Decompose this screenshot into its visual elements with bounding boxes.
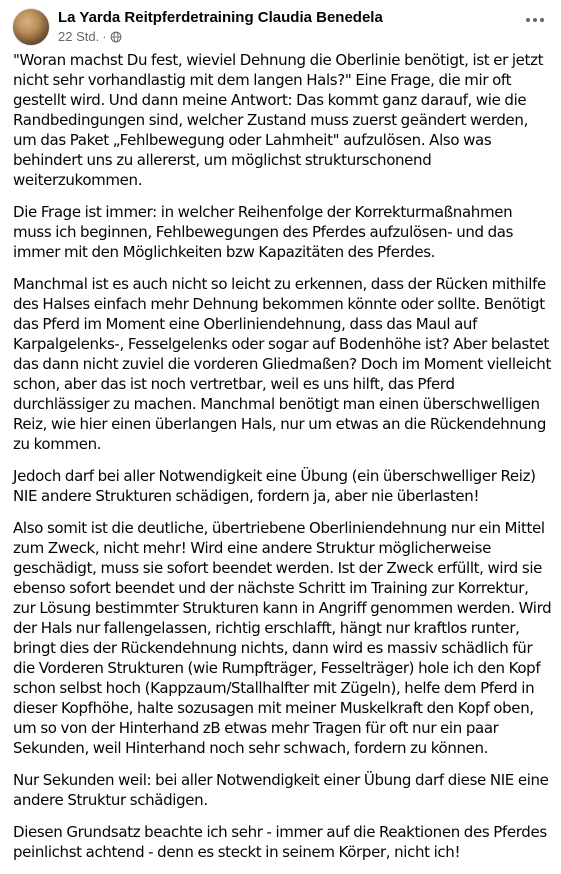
post-header bbox=[12, 8, 549, 48]
post-paragraph: "Woran machst Du fest, wieviel Dehnung die Oberlinie benötigt, ist er jetzt nicht sehr vorhandlastig mit dem langen Hals?" Eine Frage, die mir oft gestellt wird. Und dann meine Antwort: Das kommt ganz darauf, wie die Randbedingungen sind, welcher Zustand muss zuerst geändert werden, um das Paket „Fehlbewegung oder Lahmheit" aufzulösen. Also was behindert uns zu allererst, um möglichst strukturschonend weiterzukommen. bbox=[13, 51, 544, 189]
post-paragraph: Also somit ist die deutliche, übertriebene Oberliniendehnung nur ein Mittel zum Zweck, nicht mehr! Wird eine andere Struktur möglicherweise geschädigt, muss sie sofort beendet werden. Ist der Zweck erfüllt, wird sie ebenso sofort beendet und der nächste Schritt im Training zur Korrektur, zur Lösung bestimmter Strukturen kann in Angriff genommen werden. Wird der Hals nur fallengelassen, richtig erschlafft, hängt nur kraftlos runter, bringt dies der Rückendehnung nichts, dann wird es massiv schädlich für die Vorderen Strukturen (wie Rumpfträger, Fesselträger) hole ich den Kopf schon selbst hoch (Kappzaum/Stallhalfter mit Zügeln), helfe dem Pferd in dieser Kopfhöhe, halte sozusagen mit meiner Muskelkraft den Kopf oben, um so von der Hinterhand zB etwas mehr Tragen für oft nur ein paar Sekunden, weil Hinterhand noch sehr schwach, fordern zu können. bbox=[13, 519, 552, 757]
post-paragraph: Manchmal ist es auch nicht so leicht zu erkennen, dass der Rücken mithilfe des Halses einfach mehr Dehnung bekommen könnte oder sollte. Benötigt das Pferd im Moment eine Oberliniendehnung, dass das Maul auf Karpalgelenks-, Fesselgelenks oder sogar auf Bodenhöhe ist? Aber belastet das dann nicht zuviel die vorderen Gliedmaßen? Doch im Moment vielleicht schon, aber das ist noch vertretbar, weil es uns hilft, das Pferd durchlässiger zu machen. Manchmal benötigt man einen überschwelligen Reiz, wie hier einen überlangen Hals, nur um etwas an die Rückendehnung zu kommen. bbox=[13, 275, 551, 453]
post-timestamp[interactable]: 22 Std. bbox=[58, 29, 100, 44]
more-options-icon[interactable] bbox=[523, 12, 547, 28]
post-meta bbox=[58, 29, 122, 44]
post-paragraph: Jedoch darf bei aller Notwendigkeit eine Übung (ein überschwelliger Reiz) NIE andere Strukturen schädigen, fordern ja, aber nie überlasten! bbox=[13, 467, 536, 505]
author-name[interactable]: La Yarda Reitpferdetraining Claudia Benedela bbox=[58, 9, 383, 26]
post-paragraph: Diesen Grundsatz beachte ich sehr - immer auf die Reaktionen des Pferdes peinlichst achtend - denn es steckt in seinem Körper, nicht ich! bbox=[13, 823, 547, 861]
post-paragraph: Nur Sekunden weil: bei aller Notwendigkeit einer Übung darf diese NIE eine andere Struktur schädigen. bbox=[13, 771, 549, 809]
globe-icon[interactable] bbox=[110, 31, 122, 43]
meta-separator: · bbox=[102, 29, 107, 44]
post-body bbox=[13, 50, 553, 874]
post-paragraph: Die Frage ist immer: in welcher Reihenfolge der Korrekturmaßnahmen muss ich beginnen, Fehlbewegungen des Pferdes aufzulösen- und das immer mit den Möglichkeiten bzw Kapazitäten des Pferdes. bbox=[13, 203, 514, 261]
page-avatar[interactable] bbox=[12, 8, 50, 46]
